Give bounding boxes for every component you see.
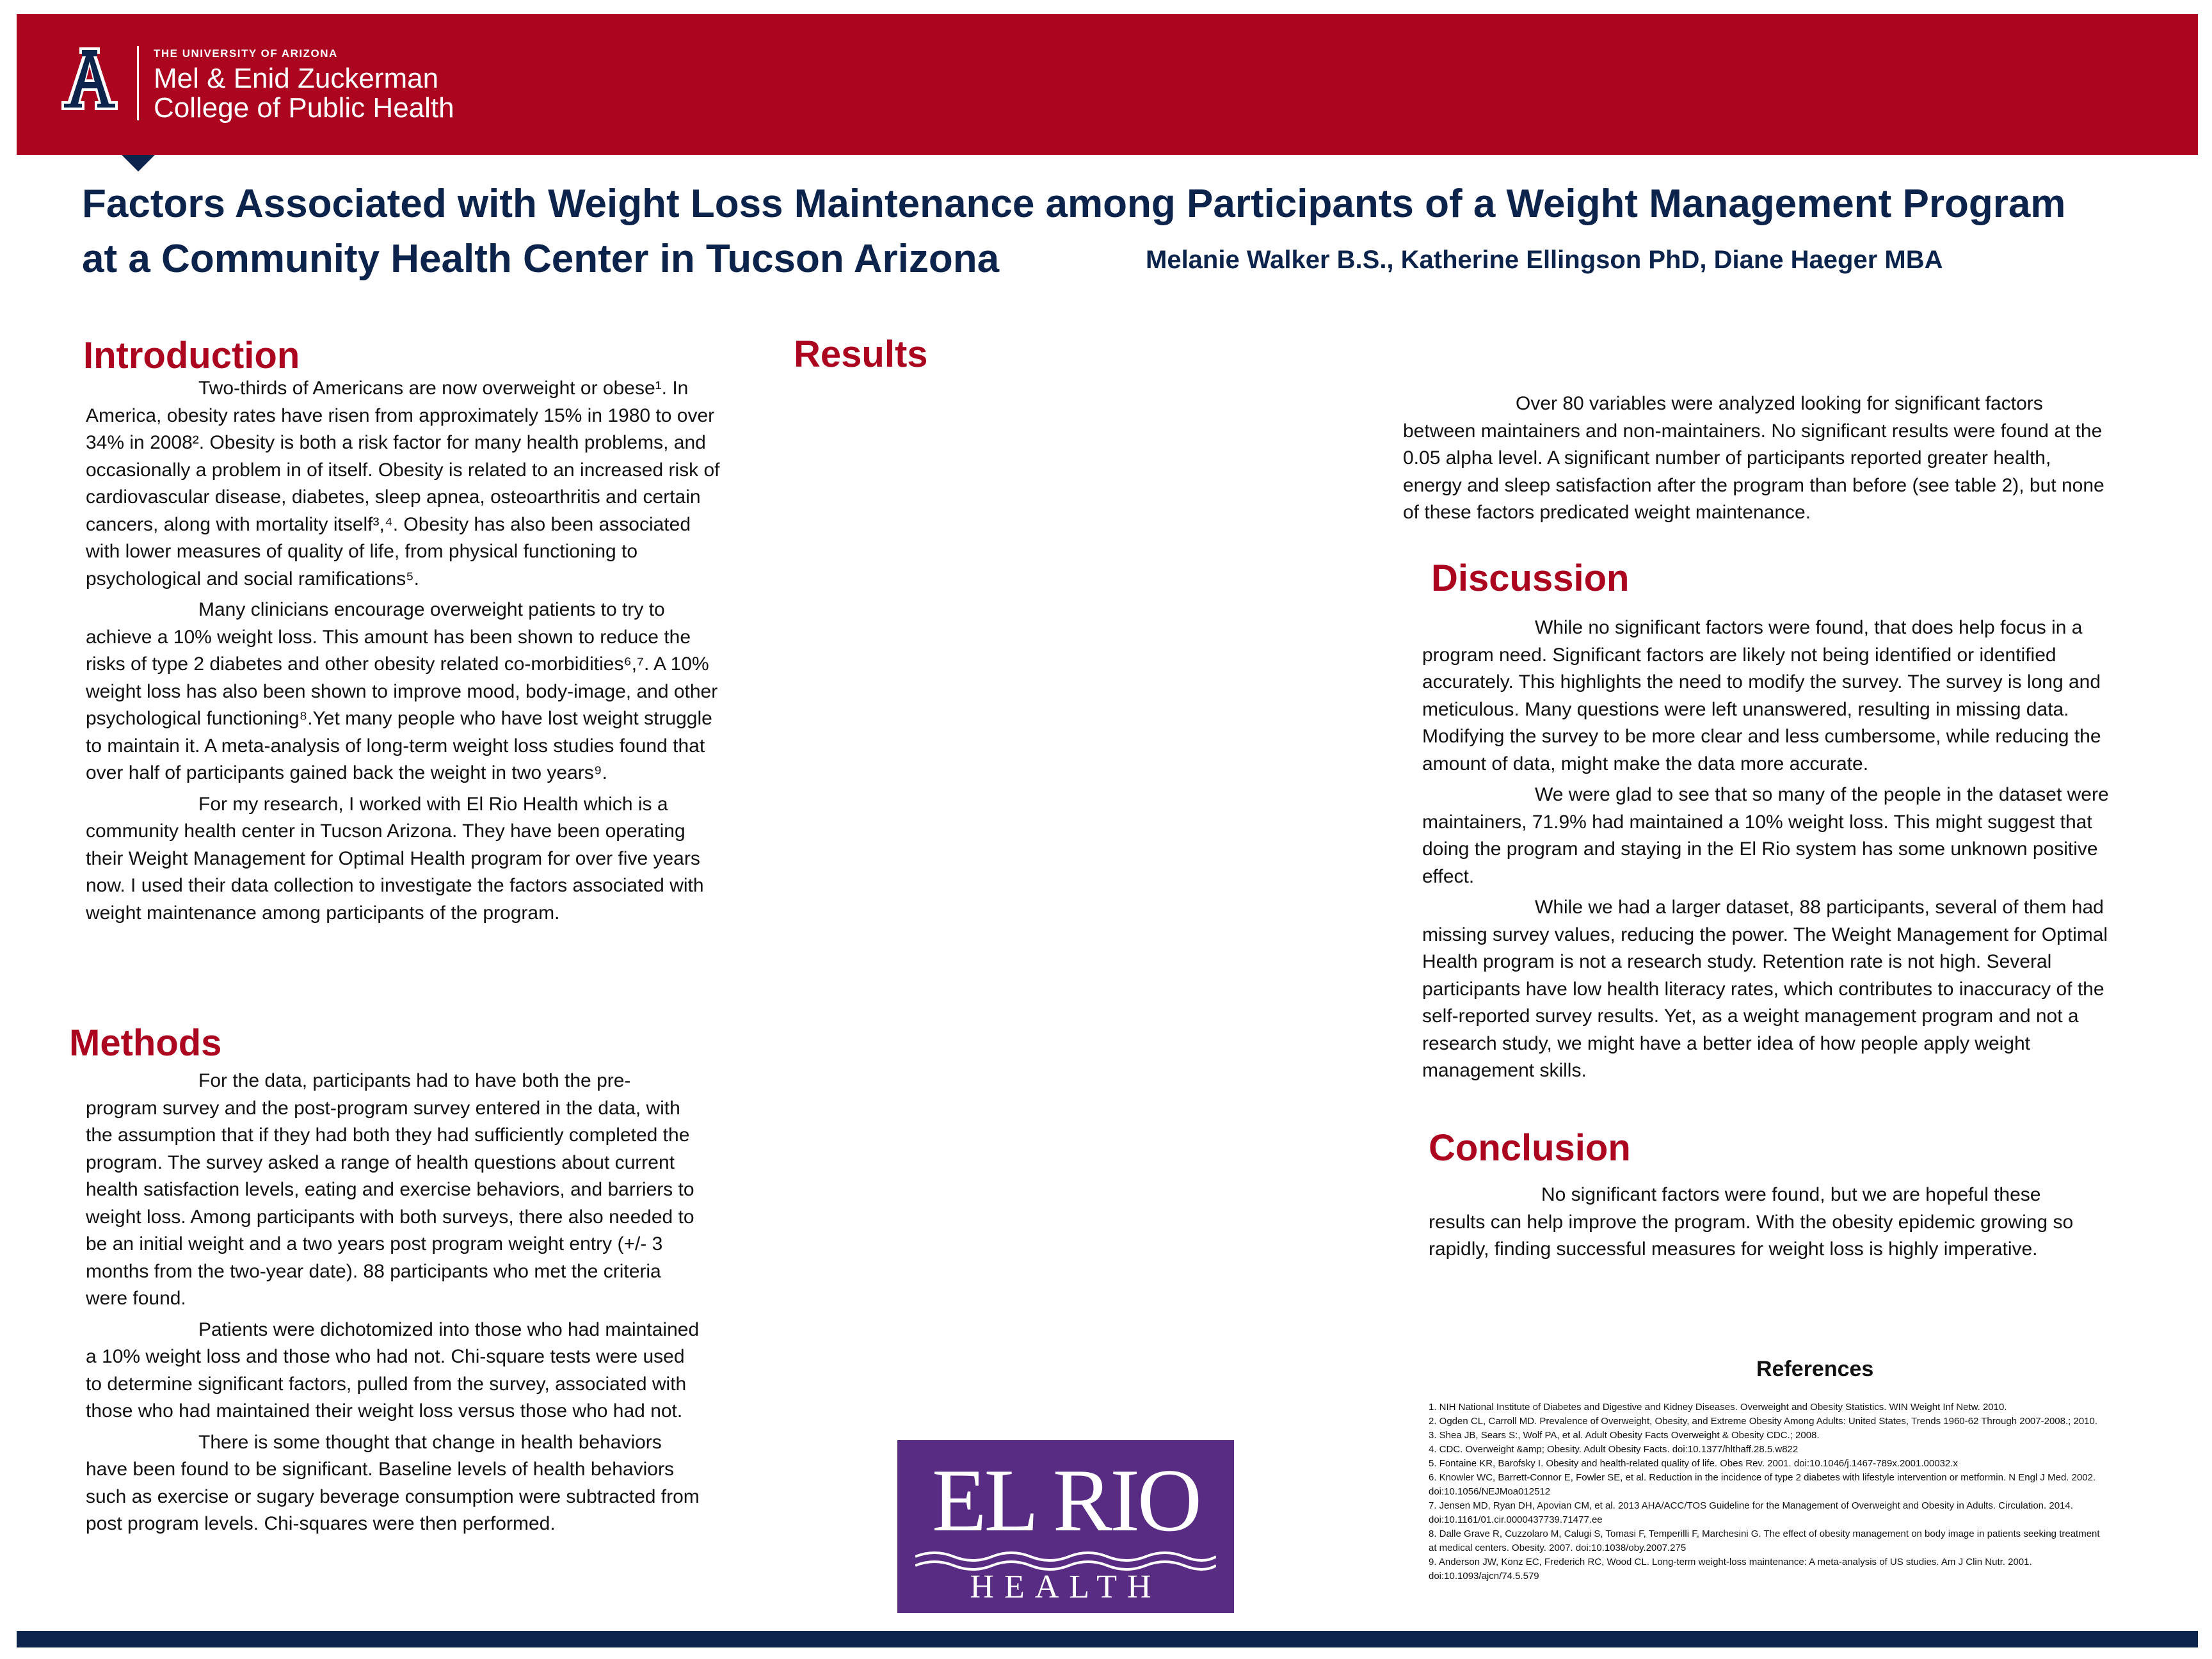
el-rio-logo-name: EL RIO xyxy=(932,1451,1199,1550)
reference-item: 6. Knowler WC, Barrett-Connor E, Fowler SE, et al. Reduction in the incidence of type 2 diabetes with lifestyle intervention or metformin. N Engl J Med. 2002. doi:10.1056/NEJMoa012512 xyxy=(1429,1472,2096,1497)
reference-item: 8. Dalle Grave R, Cuzzolaro M, Calugi S, Tomasi F, Temperilli F, Marchesini G. The effect of obesity management on body image in patients seeking treatment at medical centers. Obesity. 2007. doi:10.1038/oby.2007.275 xyxy=(1429,1528,2100,1553)
methods-paragraph: Patients were dichotomized into those who had maintained a 10% weight loss and those who had not. Chi-square tests were used to determine significant factors, pulled from the survey, associated with those who had maintained their weight loss versus those who had not. xyxy=(86,1318,700,1422)
reference-item: 7. Jensen MD, Ryan DH, Apovian CM, et al. 2013 AHA/ACC/TOS Guideline for the Management of Overweight and Obesity in Adults. Circulation. 2014. doi:10.1161/01.cir.0000437739.71477.ee xyxy=(1429,1500,2073,1525)
reference-item: 3. Shea JB, Sears S:, Wolf PA, et al. Adult Obesity Facts Overweight & Obesity CDC.; 2008. xyxy=(1429,1430,1820,1441)
results-paragraph: Over 80 variables were analyzed looking for significant factors between maintainers and non-maintainers. No significant results were found at the 0.05 alpha level. A significant number of participants reported greater health, energy and sleep satisfaction after the program than before (see table 2), but none of these factors predicated weight maintenance. xyxy=(1403,393,2104,523)
discussion-body xyxy=(1422,614,2113,1085)
results-body xyxy=(1403,390,2113,527)
college-name-line2: College of Public Health xyxy=(154,92,454,124)
title-line1: Factors Associated with Weight Loss Maintenance among Participants of a Weight Management Program xyxy=(82,182,2066,226)
introduction-paragraph: Many clinicians encourage overweight patients to try to achieve a 10% weight loss. This amount has been shown to reduce the risks of type 2 diabetes and other obesity related co-morbidities⁶,⁷. A 10% weight loss has also been shown to improve mood, body-image, and other psychological functioning⁸.Yet many people who have lost weight struggle to maintain it. A meta-analysis of long-term weight loss studies found that over half of participants gained back the weight in two years⁹. xyxy=(86,599,718,783)
reference-item: 9. Anderson JW, Konz EC, Frederich RC, Wood CL. Long-term weight-loss maintenance: A meta-analysis of US studies. Am J Clin Nutr. 2001. doi:10.1093/ajcn/74.5.579 xyxy=(1429,1557,2032,1582)
introduction-body xyxy=(86,375,726,927)
college-name-line1: Mel & Enid Zuckerman xyxy=(154,63,439,94)
conclusion-body xyxy=(1429,1182,2094,1263)
reference-item: 5. Fontaine KR, Barofsky I. Obesity and health-related quality of life. Obes Rev. 2001. doi:10.1046/j.1467-789x.2001.00032.x xyxy=(1429,1458,1958,1469)
results-heading: Results xyxy=(794,333,928,375)
footer-bar xyxy=(17,1631,2198,1647)
reference-item: 2. Ogden CL, Carroll MD. Prevalence of Overweight, Obesity, and Extreme Obesity Among Adults: United States, Trends 1960-62 Through 2007-2008.; 2010. xyxy=(1429,1416,2098,1427)
introduction-heading: Introduction xyxy=(83,335,300,376)
references-heading: References xyxy=(1756,1357,1874,1381)
references-list xyxy=(1429,1400,2110,1583)
authors: Melanie Walker B.S., Katherine Ellingson PhD, Diane Haeger MBA xyxy=(1146,246,1943,274)
methods-heading: Methods xyxy=(69,1022,222,1064)
reference-item: 4. CDC. Overweight &amp; Obesity. Adult Obesity Facts. doi:10.1377/hlthaff.28.5.w822 xyxy=(1429,1444,1799,1455)
el-rio-logo-subtitle: HEALTH xyxy=(970,1569,1162,1605)
discussion-paragraph: While we had a larger dataset, 88 participants, several of them had missing survey values, reducing the power. The Weight Management for Optimal Health program is not a research study. Retention rate is not high. Several participants have low health literacy rates, which contributes to inaccuracy of the self-reported survey results. Yet, as a weight management program and not a research study, we might have a better idea of how people apply weight management skills. xyxy=(1422,897,2108,1081)
discussion-paragraph: We were glad to see that so many of the people in the dataset were maintainers, 71.9% had maintained a 10% weight loss. This might suggest that doing the program and staying in the El Rio system has some unknown positive effect. xyxy=(1422,784,2109,887)
methods-body xyxy=(86,1068,700,1538)
title-line2: at a Community Health Center in Tucson Arizona xyxy=(82,237,1000,281)
arizona-a-logo-icon xyxy=(54,45,125,113)
university-name: THE UNIVERSITY OF ARIZONA xyxy=(154,47,338,60)
conclusion-paragraph: No significant factors were found, but we are hopeful these results can help improve the program. With the obesity epidemic growing so rapidly, finding successful measures for weight loss is highly imperative. xyxy=(1429,1184,2074,1260)
discussion-paragraph: While no significant factors were found, that does help focus in a program need. Significant factors are likely not being identified or identified accurately. This highlights the need to modify the survey. The survey is long and meticulous. Many questions were left unanswered, resulting in missing data. Modifying the survey to be more clear and less cumbersome, while reducing the amount of data, might make the data more accurate. xyxy=(1422,617,2101,774)
discussion-heading: Discussion xyxy=(1431,557,1630,599)
header-pointer xyxy=(122,155,155,172)
methods-paragraph: For the data, participants had to have both the pre-program survey and the post-program survey entered in the data, with the assumption that if they had both they had sufficiently completed the program. The survey asked a range of health questions about current health satisfaction levels, eating and exercise behaviors, and barriers to weight loss. Among participants with both surveys, there also needed to be an initial weight and a two years post program weight entry (+/- 3 months from the two-year date). 88 participants who met the criteria were found. xyxy=(86,1070,694,1309)
conclusion-heading: Conclusion xyxy=(1429,1127,1631,1169)
introduction-paragraph: For my research, I worked with El Rio Health which is a community health center in Tucson Arizona. They have been operating their Weight Management for Optimal Health program for over five years now. I used their data collection to investigate the factors associated with weight maintenance among participants of the program. xyxy=(86,793,704,924)
reference-item: 1. NIH National Institute of Diabetes and Digestive and Kidney Diseases. Overweight and Obesity Statistics. WIN Weight Inf Netw. 2010. xyxy=(1429,1402,2007,1413)
methods-paragraph: There is some thought that change in health behaviors have been found to be significant. Baseline levels of health behaviors such as exercise or sugary beverage consumption were subtracted from post program levels. Chi-squares were then performed. xyxy=(86,1431,700,1534)
el-rio-health-logo xyxy=(897,1440,1234,1613)
logo-divider xyxy=(137,46,139,120)
introduction-paragraph: Two-thirds of Americans are now overweight or obese¹. In America, obesity rates have risen from approximately 15% in 1980 to over 34% in 2008². Obesity is both a risk factor for many health problems, and occasionally a problem in of itself. Obesity is related to an increased risk of cardiovascular disease, diabetes, sleep apnea, osteoarthritis and certain cancers, along with mortality itself³,⁴. Obesity has also been associated with lower measures of quality of life, from physical functioning to psychological and social ramifications⁵. xyxy=(86,378,720,589)
